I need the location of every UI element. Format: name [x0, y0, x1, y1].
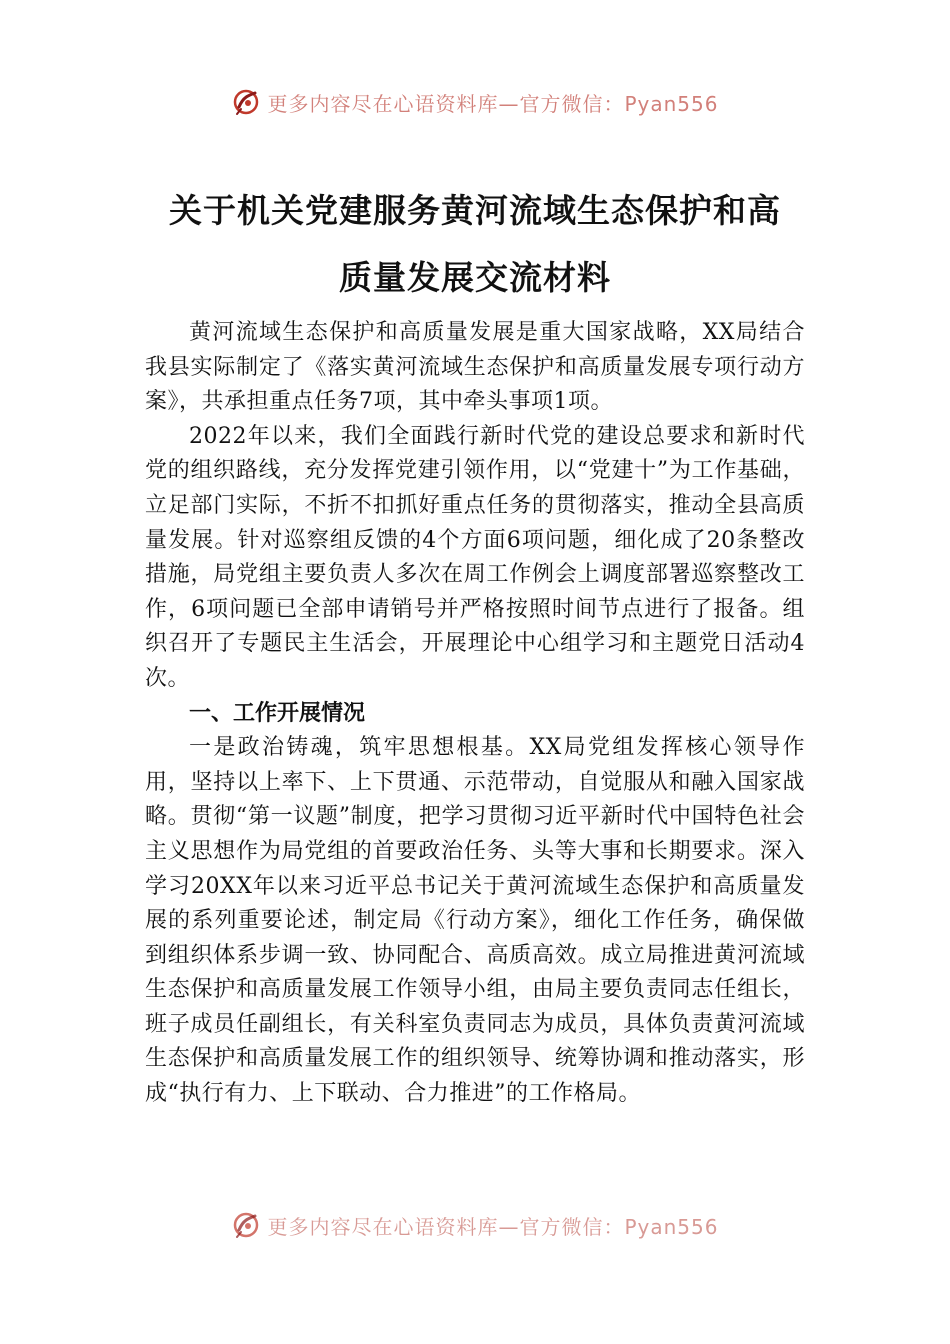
section-heading: 一、工作开展情况 [189, 700, 366, 726]
paragraph-political: 一是政治铸魂，筑牢思想根基。XX局党组发挥核心领导作用，坚持以上率下、上下贯通、示范带动，自觉服从和融入国家战略。贯彻“第一议题”制度，把学习贯彻习近平新时代中国特色社会主义思想作为局党组的首要政治任务、头等大事和长期要求。深入学习20XX年以来习近平总书记关于黄河流域生态保护和高质量发展的系列重要论述，制定局《行动方案》，细化工作任务，确保做到组织体系步调一致、协同配合、高质高效。成立局推进黄河流域生态保护和高质量发展工作领导小组，由局主要负责同志任组长，班子成员任副组长，有关科室负责同志为成员，具体负责黄河流域生态保护和高质量发展工作的组织领导、统筹协调和推动落实，形成“执行有力、上下联动、合力推进”的工作格局。 [145, 735, 805, 1107]
document-body [145, 316, 805, 1112]
watermark-banner-top [0, 84, 950, 120]
pen-swirl-logo-icon [231, 87, 261, 117]
watermark-banner-bottom [0, 1208, 950, 1242]
paragraph-since-2022: 2022年以来，我们全面践行新时代党的建设总要求和新时代党的组织路线，充分发挥党建引领作用，以“党建十”为工作基础，立足部门实际，不折不扣抓好重点任务的贯彻落实，推动全县高质量发展。针对巡察组反馈的4个方面6项问题，细化成了20条整改措施，局党组主要负责人多次在周工作例会上调度部署巡察整改工作，6项问题已全部申请销号并严格按照时间节点进行了报备。组织召开了专题民主生活会，开展理论中心组学习和主题党日活动4次。 [145, 423, 805, 691]
document-title-line-2: 质量发展交流材料 [339, 258, 611, 297]
watermark-text: 更多内容尽在心语资料库—官方微信：Pyan556 [267, 1214, 719, 1239]
paragraph-intro: 黄河流域生态保护和高质量发展是重大国家战略，XX局结合我县实际制定了《落实黄河流域生态保护和高质量发展专项行动方案》，共承担重点任务7项，其中牵头事项1项。 [145, 320, 805, 415]
document-title-line-1: 关于机关党建服务黄河流域生态保护和高 [169, 191, 781, 230]
watermark-text: 更多内容尽在心语资料库—官方微信：Pyan556 [267, 91, 719, 116]
pen-swirl-logo-icon [231, 1210, 261, 1240]
